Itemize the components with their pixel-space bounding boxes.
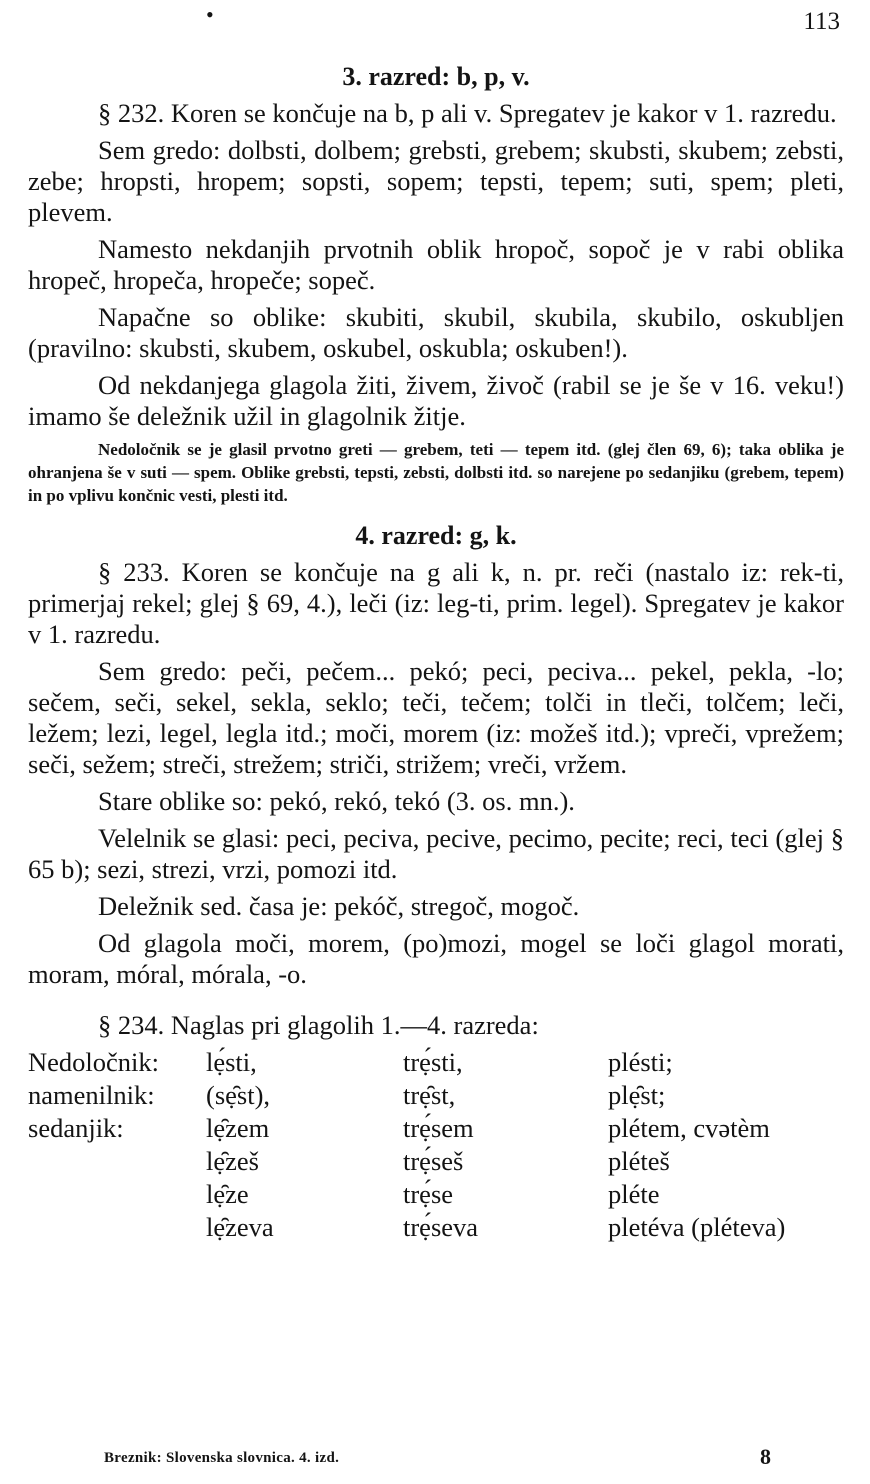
table-row bbox=[28, 1146, 785, 1179]
table-cell: lẹ̑zeš bbox=[206, 1146, 259, 1176]
table-cell bbox=[28, 1146, 206, 1179]
paragraph-old-forms: Namesto nekdanjih prvotnih oblik hropoč, sopoč je v rabi oblika hropeč, hropeča, hropeče; sopeč. bbox=[28, 234, 844, 295]
table-cell: plésti; bbox=[608, 1047, 673, 1077]
table-cell bbox=[28, 1212, 206, 1245]
table-cell: trẹ́sti, bbox=[403, 1047, 463, 1077]
table-cell: trẹ́se bbox=[403, 1179, 454, 1209]
table-row bbox=[28, 1113, 785, 1146]
paragraph-233: § 233. Koren se končuje na g ali k, n. pr. reči (nastalo iz: rek-ti, primerjaj rekel; glej § 69, 4.), leči (iz: leg-ti, prim. legel). Spregatev je kakor v 1. razredu. bbox=[28, 557, 844, 649]
table-cell: trẹ́sem bbox=[403, 1113, 474, 1143]
table-cell: trẹ́seva bbox=[403, 1212, 479, 1242]
paragraph-imperative: Velelnik se glasi: peci, peciva, pecive, pecimo, pecite; reci, teci (glej § 65 b); sezi, strezi, vrzi, pomozi itd. bbox=[28, 823, 844, 884]
paragraph-ziti: Od nekdanjega glagola žiti, živem, živoč (rabil se je še v 16. veku!) imamo še deležnik užil in glagolnik žitje. bbox=[28, 370, 844, 431]
paragraph-232: § 232. Koren se končuje na b, p ali v. Spregatev je kakor v 1. razredu. bbox=[98, 98, 837, 128]
table-cell: trẹ̑st, bbox=[403, 1080, 456, 1110]
paragraph-examples-4: Sem gredo: peči, pečem... pekó; peci, peciva... pekel, pekla, -lo; sečem, seči, sekel, sekla, seklo; teči, tečem; tolči in tleči, tolčem; leči, ležem; lezi, legel, legla itd.; moči, morem (iz: možeš itd.); vpreči, vprežem; seči, sežem; streči, strežem; striči, strižem; vreči, vržem. bbox=[28, 656, 844, 779]
paragraph-moci: Od glagola moči, morem, (po)mozi, mogel se loči glagol morati, moram, móral, mórala, -o. bbox=[28, 928, 844, 989]
table-row bbox=[28, 1179, 785, 1212]
table-cell bbox=[28, 1179, 206, 1212]
table-cell: pléte bbox=[608, 1179, 660, 1209]
table-cell: pletéva (pléteva) bbox=[608, 1212, 786, 1242]
table-cell: lẹ́sti, bbox=[206, 1047, 257, 1077]
table-cell: lẹ̑zem bbox=[206, 1113, 270, 1143]
table-row bbox=[28, 1047, 785, 1080]
paragraph-old-forms-4: Stare oblike so: pekó, rekó, tekó (3. os. mn.). bbox=[98, 786, 575, 816]
table-cell: trẹ́seš bbox=[403, 1146, 464, 1176]
table-row bbox=[28, 1212, 785, 1245]
section-heading-3: 3. razred: b, p, v. bbox=[342, 62, 530, 91]
signature-mark: 8 bbox=[760, 1444, 771, 1469]
paragraph-examples: Sem gredo: dolbsti, dolbem; grebsti, grebem; skubsti, skubem; zebsti, zebe; hropsti, hropem; sopsti, sopem; tepsti, tepem; suti, spem; pleti, plevem. bbox=[28, 135, 844, 227]
table-cell: (sẹ̑st), bbox=[206, 1080, 271, 1110]
table-cell: lẹ̑ze bbox=[206, 1179, 249, 1209]
section-heading-4: 4. razred: g, k. bbox=[355, 521, 517, 550]
table-row bbox=[28, 1080, 785, 1113]
page-mark: • bbox=[206, 2, 214, 27]
table-cell: pléteš bbox=[608, 1146, 670, 1176]
table-cell: plétem, cvətèm bbox=[608, 1113, 770, 1143]
conjugation-table bbox=[28, 1047, 785, 1245]
paragraph-234: § 234. Naglas pri glagolih 1.—4. razreda: bbox=[98, 1010, 539, 1040]
table-cell: plẹ̑st; bbox=[608, 1080, 666, 1110]
footnote-infinitive: Nedoločnik se je glasil prvotno greti — grebem, teti — tepem itd. (glej člen 69, 6); taka oblika je ohranjena še v suti — spem. Oblike grebsti, tepsti, zebsti, dolbsti itd. so narejene po sedanjiku (grebem, tepem) in po vplivu končnic vesti, plesti itd. bbox=[28, 440, 844, 505]
page-content bbox=[28, 62, 844, 1245]
table-cell: sedanjik: bbox=[28, 1113, 124, 1143]
footer-source: Breznik: Slovenska slovnica. 4. izd. bbox=[104, 1450, 340, 1466]
table-cell: lẹ̑zeva bbox=[206, 1212, 274, 1242]
paragraph-participle: Deležnik sed. časa je: pekóč, stregoč, mogoč. bbox=[98, 891, 580, 921]
paragraph-wrong-forms: Napačne so oblike: skubiti, skubil, skubila, skubilo, oskubljen (pravilno: skubsti, skubem, oskubel, oskubla; oskuben!). bbox=[28, 302, 844, 363]
table-cell: Nedoločnik: bbox=[28, 1047, 159, 1077]
table-cell: namenilnik: bbox=[28, 1080, 155, 1110]
page-number: 113 bbox=[803, 8, 840, 35]
